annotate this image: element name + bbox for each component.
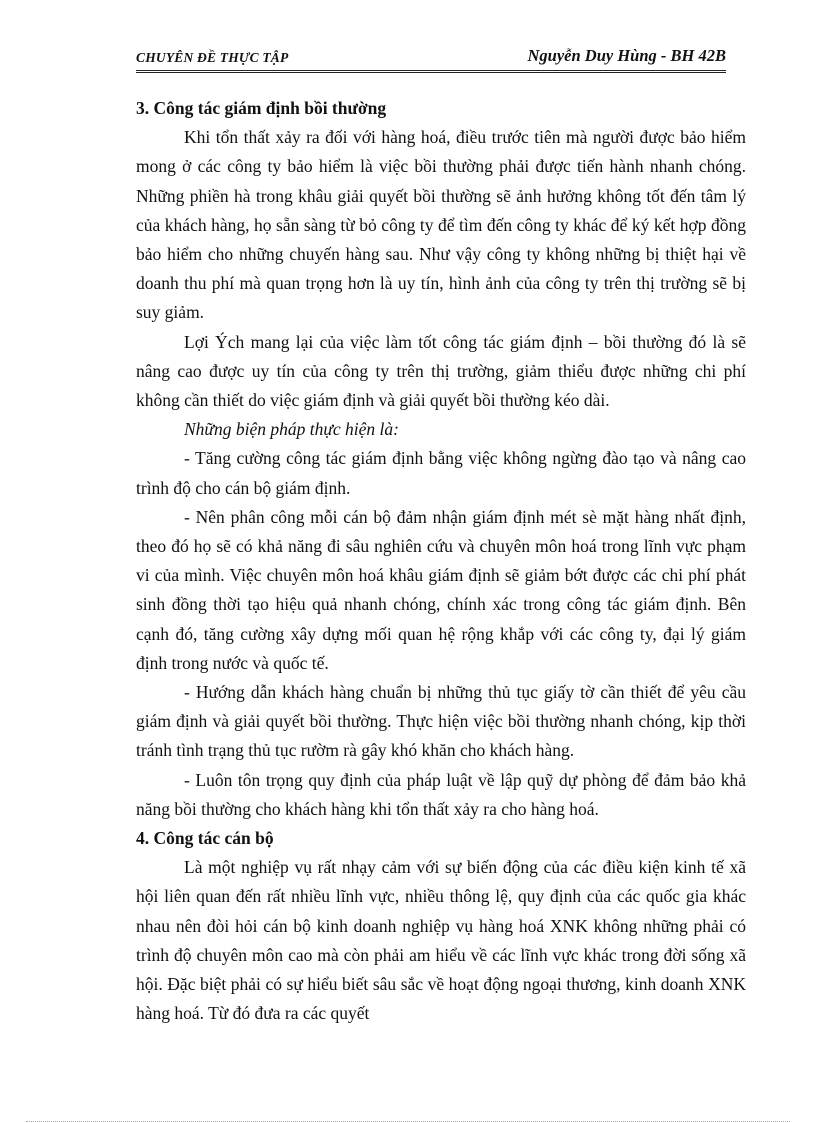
header-author: Nguyễn Duy Hùng - BH 42B [527, 46, 726, 65]
page-header [136, 46, 726, 73]
measure-item-1: - Tăng cường công tác giám định bằng việc không ngừng đào tạo và nâng cao trình độ cho cán bộ giám định. [136, 448, 746, 498]
section-3-heading: 3. Công tác giám định bồi thường [136, 98, 387, 118]
section-3-paragraph-1: Khi tổn thất xảy ra đối với hàng hoá, điều trước tiên mà người được bảo hiểm mong ở các công ty bảo hiểm là việc bồi thường phải được tiến hành nhanh chóng. Những phiền hà trong khâu giải quyết bồi thường sẽ ảnh hưởng không tốt đến tâm lý của khách hàng, họ sẵn sàng từ bỏ công ty để tìm đến công ty khác để ký kết hợp đồng bảo hiểm cho những chuyến hàng sau. Như vậy công ty không những bị thiệt hại về doanh thu phí mà quan trọng hơn là uy tín, hình ảnh của công ty trên thị trường sẽ bị suy giảm. [136, 127, 746, 323]
section-4-paragraph-1: Là một nghiệp vụ rất nhạy cảm với sự biến động của các điều kiện kinh tế xã hội liên quan đến rất nhiều lĩnh vực, nhiều thông lệ, quy định của các quốc gia khác nhau nên đòi hỏi cán bộ kinh doanh nghiệp vụ hàng hoá XNK không những phải có trình độ chuyên môn cao mà còn phải am hiểu về các lĩnh vực khác trong đời sống xã hội. Đặc biệt phải có sự hiểu biết sâu sắc về hoạt động ngoại thương, kinh doanh XNK hàng hoá. Từ đó đưa ra các quyết [136, 857, 746, 1024]
document-body [136, 94, 746, 1029]
measure-item-4: - Luôn tôn trọng quy định của pháp luật về lập quỹ dự phòng để đảm bảo khả năng bồi thường cho khách hàng khi tổn thất xảy ra cho hàng hoá. [136, 769, 746, 819]
header-title: CHUYÊN ĐỀ THỰC TẬP [136, 50, 289, 65]
section-4-heading: 4. Công tác cán bộ [136, 828, 274, 849]
measure-item-3: - Hướng dẫn khách hàng chuẩn bị những thủ tục giấy tờ cần thiết để yêu cầu giám định và giải quyết bồi thường. Thực hiện việc bồi thường nhanh chóng, kịp thời tránh tình trạng thủ tục rườm rà gây khó khăn cho khách hàng. [136, 682, 746, 761]
measures-title: Những biện pháp thực hiện là: [184, 419, 399, 440]
page-bottom-rule [26, 1121, 790, 1122]
measure-item-2: - Nên phân công mỗi cán bộ đảm nhận giám định mét sè mặt hàng nhất định, theo đó họ sẽ có khả năng đi sâu nghiên cứu và chuyên môn hoá trong lĩnh vực phạm vi của mình. Việc chuyên môn hoá khâu giám định sẽ giảm bớt được các chi phí phát sinh đồng thời tạo hiệu quả nhanh chóng, chính xác trong công tác giám định. Bên cạnh đó, tăng cường xây dựng mối quan hệ rộng khắp với các công ty, đại lý giám định trong nước và quốc tế. [136, 506, 746, 673]
section-3-paragraph-2: Lợi Ých mang lại của việc làm tốt công tác giám định – bồi thường đó là sẽ nâng cao được uy tín của công ty trên thị trường, giảm thiểu được những chi phí không cần thiết do việc giám định và giải quyết bồi thường kéo dài. [136, 331, 746, 411]
